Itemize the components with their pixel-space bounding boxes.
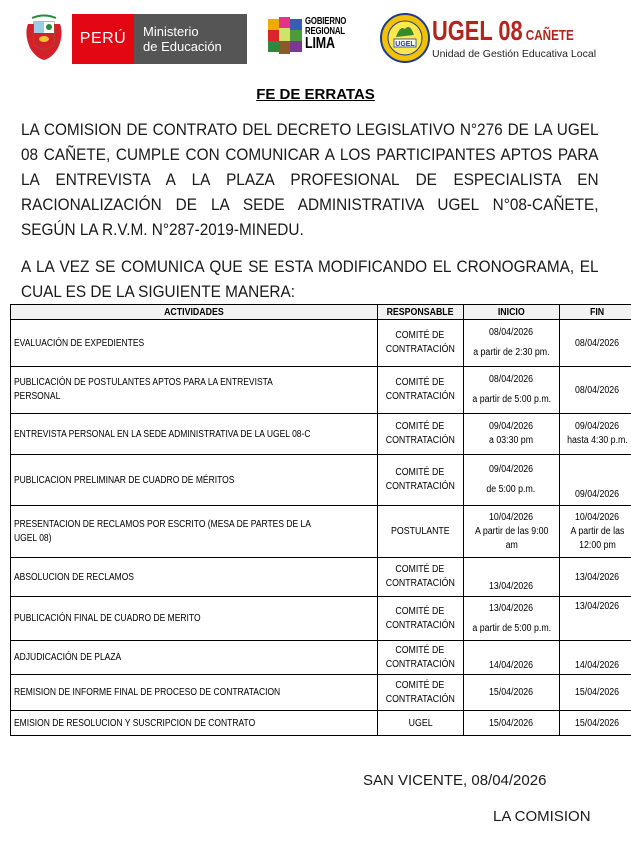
table-header-row <box>11 305 631 320</box>
gobierno-regional-logo-icon <box>268 17 302 54</box>
cell-inicio: 13/04/2026 a partir de 5:00 p.m. <box>463 597 560 641</box>
cell-fin: 08/04/2026 <box>560 367 631 414</box>
cell-actividad: PUBLICACIÓN DE POSTULANTES APTOS PARA LA ENTREVISTA PERSONAL <box>11 367 378 414</box>
gore-line2: REGIONAL <box>305 26 345 37</box>
table-row <box>11 414 631 455</box>
header-responsable: RESPONSABLE <box>378 305 464 320</box>
cell-inicio: 15/04/2026 <box>463 675 560 711</box>
schedule-intro-paragraph: A LA VEZ SE COMUNICA QUE SE ESTA MODIFICANDO EL CRONOGRAMA, EL CUAL ES DE LA SIGUIENTE MANERA: <box>21 258 599 301</box>
cell-fin: 08/04/2026 <box>560 320 631 367</box>
schedule-table <box>10 304 631 736</box>
cell-responsable: COMITÉ DE CONTRATACIÓN <box>378 641 464 675</box>
cell-fin: 10/04/2026 A partir de las 12:00 pm <box>560 506 631 558</box>
cell-actividad: PRESENTACION DE RECLAMOS POR ESCRITO (MESA DE PARTES DE LA UGEL 08) <box>11 506 378 558</box>
cell-responsable: COMITÉ DE CONTRATACIÓN <box>378 320 464 367</box>
cell-fin: 15/04/2026 <box>560 675 631 711</box>
table-row <box>11 711 631 736</box>
intro-paragraph: LA COMISION DE CONTRATO DEL DECRETO LEGISLATIVO N°276 DE LA UGEL 08 CAÑETE, CUMPLE CON COMUNICAR A LOS PARTICIPANTES APTOS PARA LA ENTREVISTA A LA PLAZA PROFESIONAL DE ESPECIALISTA EN RACIONALIZACIÓN DE LA SEDE ADMINISTRATIVA UGEL N°08-CAÑETE, SEGÚN LA R.V.M. N°287-2019-MINEDU. <box>21 121 599 239</box>
svg-text:UGEL: UGEL <box>395 41 415 48</box>
gore-line1: GOBIERNO <box>305 16 347 27</box>
ugel-subtitle: Unidad de Gestión Educativa Local <box>432 48 597 60</box>
ugel-title-small: CAÑETE <box>525 27 574 44</box>
header-actividades: ACTIVIDADES <box>11 305 378 320</box>
cell-responsable: COMITÉ DE CONTRATACIÓN <box>378 414 464 455</box>
ministry-line1: Ministerio <box>143 24 199 39</box>
cell-fin: 13/04/2026 <box>560 597 631 641</box>
cell-responsable: UGEL <box>378 711 464 736</box>
cell-responsable: COMITÉ DE CONTRATACIÓN <box>378 675 464 711</box>
cell-responsable: COMITÉ DE CONTRATACIÓN <box>378 367 464 414</box>
cell-fin: 09/04/2026 <box>560 455 631 506</box>
cell-actividad: EVALUACIÓN DE EXPEDIENTES <box>11 320 378 367</box>
table-row <box>11 506 631 558</box>
cell-responsable: COMITÉ DE CONTRATACIÓN <box>378 597 464 641</box>
document-title-text: FE DE ERRATAS <box>256 86 375 103</box>
cell-inicio: 09/04/2026 de 5:00 p.m. <box>463 455 560 506</box>
cell-inicio: 15/04/2026 <box>463 711 560 736</box>
table-row <box>11 558 631 597</box>
cell-actividad: ENTREVISTA PERSONAL EN LA SEDE ADMINISTRATIVA DE LA UGEL 08-C <box>11 414 378 455</box>
cell-actividad: ADJUDICACIÓN DE PLAZA <box>11 641 378 675</box>
header-inicio: INICIO <box>463 305 560 320</box>
cell-inicio: 14/04/2026 <box>463 641 560 675</box>
gobierno-regional-label <box>305 17 346 51</box>
header-logos <box>0 0 631 75</box>
cell-actividad: REMISION DE INFORME FINAL DE PROCESO DE CONTRATACION <box>11 675 378 711</box>
table-row <box>11 597 631 641</box>
ugel-seal-icon <box>380 13 430 63</box>
ministry-line2: de Educación <box>143 39 222 54</box>
table-row <box>11 367 631 414</box>
cell-responsable: POSTULANTE <box>378 506 464 558</box>
signature: LA COMISION <box>493 808 591 825</box>
cell-responsable: COMITÉ DE CONTRATACIÓN <box>378 558 464 597</box>
cell-actividad: PUBLICACION PRELIMINAR DE CUADRO DE MÉRITOS <box>11 455 378 506</box>
ugel-title-main: UGEL 08 <box>432 15 523 46</box>
table-row <box>11 455 631 506</box>
place-and-date: SAN VICENTE, 08/04/2026 <box>363 772 547 789</box>
cell-fin: 09/04/2026 hasta 4:30 p.m. <box>560 414 631 455</box>
header-fin: FIN <box>560 305 631 320</box>
cell-inicio: 09/04/2026 a 03:30 pm <box>463 414 560 455</box>
cell-actividad: EMISION DE RESOLUCION Y SUSCRIPCION DE CONTRATO <box>11 711 378 736</box>
table-row <box>11 320 631 367</box>
cell-inicio: 08/04/2026 a partir de 5:00 p.m. <box>463 367 560 414</box>
cell-inicio: 10/04/2026 A partir de las 9:00 am <box>463 506 560 558</box>
table-row <box>11 675 631 711</box>
ugel-title <box>432 16 574 51</box>
table-row <box>11 641 631 675</box>
cell-actividad: ABSOLUCION DE RECLAMOS <box>11 558 378 597</box>
gore-line3: LIMA <box>305 35 335 52</box>
ministry-label <box>134 14 247 64</box>
cell-inicio: 13/04/2026 <box>463 558 560 597</box>
cell-fin: 13/04/2026 <box>560 558 631 597</box>
cell-actividad: PUBLICACIÓN FINAL DE CUADRO DE MERITO <box>11 597 378 641</box>
peru-coat-of-arms-icon <box>22 14 66 62</box>
cell-inicio: 08/04/2026 a partir de 2:30 pm. <box>463 320 560 367</box>
cell-fin: 15/04/2026 <box>560 711 631 736</box>
document-title <box>0 86 631 103</box>
cell-responsable: COMITÉ DE CONTRATACIÓN <box>378 455 464 506</box>
peru-brand-label: PERÚ <box>72 14 134 64</box>
cell-fin: 14/04/2026 <box>560 641 631 675</box>
